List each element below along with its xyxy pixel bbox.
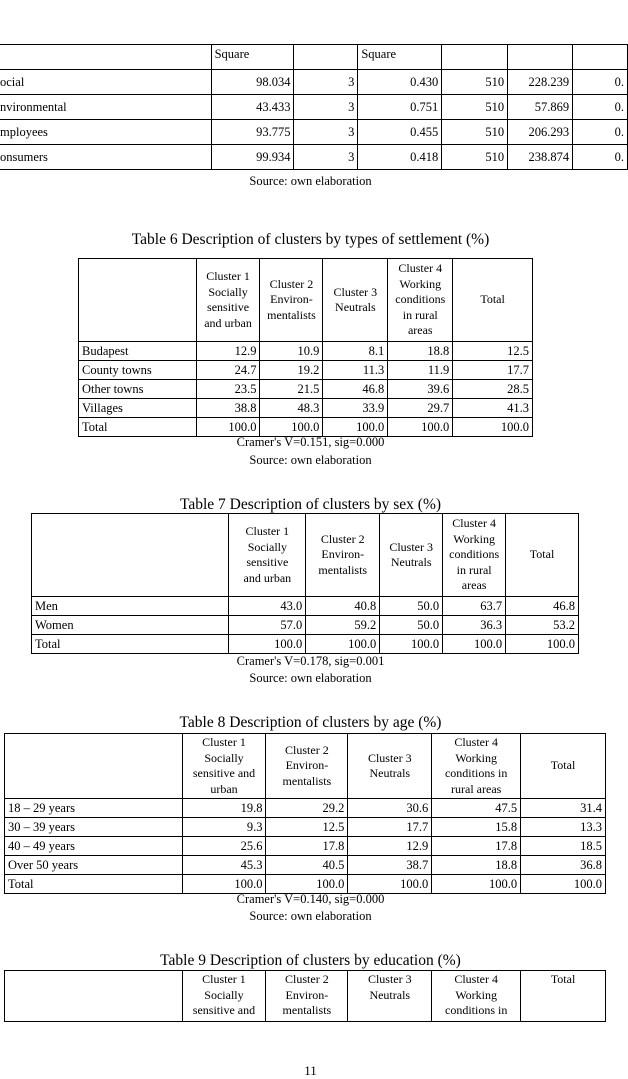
column-header: Total [521, 971, 606, 1022]
table-cell: 17.8 [432, 837, 521, 856]
table-cell: 46.8 [506, 597, 579, 616]
table-5-source: Source: own elaboration [249, 174, 372, 188]
table-cell: 17.7 [453, 361, 533, 380]
table-cell: 17.8 [266, 837, 348, 856]
table-cell: 28.5 [453, 380, 533, 399]
table-row [79, 399, 533, 418]
table-row [79, 380, 533, 399]
column-header: Cluster 2 Environ- mentalists [306, 514, 380, 597]
column-header: Cluster 2 Environ- mentalists [266, 734, 348, 799]
table-cell: 206.293 [508, 120, 573, 145]
table-cell: 11.3 [323, 361, 388, 380]
table-row [0, 120, 628, 145]
table-cell: 50.0 [380, 597, 443, 616]
table-cell: 100.0 [196, 418, 260, 437]
table-cell: 57.869 [508, 95, 573, 120]
table-cell: 39.6 [388, 380, 453, 399]
row-label: 18 – 29 years [5, 799, 183, 818]
table-cell: 510 [442, 95, 508, 120]
table-row [5, 799, 606, 818]
table-row [5, 856, 606, 875]
table-6 [78, 258, 533, 437]
table-cell: 33.9 [323, 399, 388, 418]
table-7-caption: Table 7 Description of clusters by sex (%) [179, 496, 442, 513]
table-9 [4, 970, 606, 1022]
row-label: nvironmental [0, 95, 211, 120]
table-cell: 18.8 [432, 856, 521, 875]
row-label: Budapest [79, 342, 197, 361]
table-cell: 238.874 [508, 145, 573, 170]
table-row [0, 70, 628, 95]
table-cell: 0. [573, 145, 628, 170]
table-7-stat: Cramer's V=0.178, sig=0.001 [236, 654, 385, 668]
table-cell: 11.9 [388, 361, 453, 380]
table-cell: 100.0 [453, 418, 533, 437]
row-label: Total [79, 418, 197, 437]
table-cell: 228.239 [508, 70, 573, 95]
table-cell: 31.4 [521, 799, 606, 818]
table-cell: 46.8 [323, 380, 388, 399]
table-row [5, 818, 606, 837]
column-header: Cluster 2 Environ- mentalists [266, 971, 348, 1022]
table-cell: 43.433 [211, 95, 294, 120]
table-cell: 41.3 [453, 399, 533, 418]
table-cell: 0.751 [358, 95, 442, 120]
table-cell: 0.430 [358, 70, 442, 95]
column-header: Cluster 3 Neutrals [348, 734, 432, 799]
table-6-source: Source: own elaboration [249, 453, 372, 467]
table-cell: 47.5 [432, 799, 521, 818]
table-cell: 100.0 [323, 418, 388, 437]
table-header-row [0, 45, 628, 70]
column-header: Cluster 4 Working conditions in rural areas [432, 734, 521, 799]
table-cell: 12.5 [266, 818, 348, 837]
column-header [5, 734, 183, 799]
table-cell: 40.5 [266, 856, 348, 875]
table-6-stat: Cramer's V=0.151, sig=0.000 [236, 435, 385, 449]
row-label: Villages [79, 399, 197, 418]
table-cell: 510 [442, 120, 508, 145]
table-cell: 0.418 [358, 145, 442, 170]
table-cell: 48.3 [260, 399, 323, 418]
table-cell: 3 [294, 120, 358, 145]
column-header [79, 259, 197, 342]
column-header: Cluster 3 Neutrals [348, 971, 432, 1022]
row-label: Total [5, 875, 183, 894]
table-cell: 36.3 [443, 616, 506, 635]
table-cell: 3 [294, 145, 358, 170]
table-row [79, 361, 533, 380]
column-header: Total [453, 259, 533, 342]
table-cell: 0. [573, 95, 628, 120]
table-7 [31, 513, 579, 654]
table-cell: 100.0 [260, 418, 323, 437]
table-cell: 100.0 [266, 875, 348, 894]
column-header: Cluster 4 Working conditions in [432, 971, 521, 1022]
table-cell: 19.8 [182, 799, 266, 818]
column-header: Total [506, 514, 579, 597]
table-cell: 100.0 [380, 635, 443, 654]
column-header: Cluster 3 Neutrals [323, 259, 388, 342]
table-cell: 100.0 [348, 875, 432, 894]
table-cell: 18.5 [521, 837, 606, 856]
column-header: Cluster 2 Environ- mentalists [260, 259, 323, 342]
table-cell: 10.9 [260, 342, 323, 361]
table-row [32, 635, 579, 654]
table-cell: 38.8 [196, 399, 260, 418]
table-6-caption: Table 6 Description of clusters by types of settlement (%) [131, 231, 490, 248]
table-row [32, 616, 579, 635]
table-cell: 24.7 [196, 361, 260, 380]
column-header: Cluster 1 Socially sensitive and urban [182, 734, 266, 799]
table-header-row [79, 259, 533, 342]
row-label: mployees [0, 120, 211, 145]
column-header [32, 514, 229, 597]
row-label: 40 – 49 years [5, 837, 183, 856]
table-cell: 12.9 [348, 837, 432, 856]
table-cell: 99.934 [211, 145, 294, 170]
column-header [442, 45, 508, 70]
table-cell: 29.2 [266, 799, 348, 818]
table-cell: 36.8 [521, 856, 606, 875]
column-header [573, 45, 628, 70]
table-row [32, 597, 579, 616]
table-cell: 93.775 [211, 120, 294, 145]
table-cell: 30.6 [348, 799, 432, 818]
table-8-stat: Cramer's V=0.140, sig=0.000 [236, 892, 385, 906]
table-cell: 0. [573, 120, 628, 145]
table-8 [4, 733, 606, 894]
table-cell: 15.8 [432, 818, 521, 837]
table-5 [0, 44, 628, 170]
table-cell: 40.8 [306, 597, 380, 616]
column-header [5, 971, 183, 1022]
table-row [79, 342, 533, 361]
table-cell: 9.3 [182, 818, 266, 837]
column-header: Cluster 4 Working conditions in rural areas [443, 514, 506, 597]
table-cell: 100.0 [443, 635, 506, 654]
table-cell: 3 [294, 70, 358, 95]
table-9-caption: Table 9 Description of clusters by education (%) [160, 952, 461, 969]
table-cell: 50.0 [380, 616, 443, 635]
table-cell: 13.3 [521, 818, 606, 837]
column-header [294, 45, 358, 70]
table-7-source: Source: own elaboration [249, 671, 372, 685]
column-header: Cluster 3 Neutrals [380, 514, 443, 597]
row-label: Men [32, 597, 229, 616]
row-label: Other towns [79, 380, 197, 399]
table-cell: 12.9 [196, 342, 260, 361]
table-cell: 8.1 [323, 342, 388, 361]
table-cell: 510 [442, 145, 508, 170]
table-header-row [32, 514, 579, 597]
table-cell: 3 [294, 95, 358, 120]
table-cell: 100.0 [521, 875, 606, 894]
column-header: Square [211, 45, 294, 70]
table-cell: 100.0 [388, 418, 453, 437]
table-cell: 12.5 [453, 342, 533, 361]
table-cell: 100.0 [432, 875, 521, 894]
table-cell: 0. [573, 70, 628, 95]
page-number: 11 [304, 1063, 317, 1078]
table-cell: 100.0 [182, 875, 266, 894]
column-header [0, 45, 211, 70]
row-label: Over 50 years [5, 856, 183, 875]
table-cell: 18.8 [388, 342, 453, 361]
row-label: onsumers [0, 145, 211, 170]
row-label: ocial [0, 70, 211, 95]
table-header-row [5, 971, 606, 1022]
table-cell: 17.7 [348, 818, 432, 837]
table-cell: 510 [442, 70, 508, 95]
table-row [5, 837, 606, 856]
column-header: Total [521, 734, 606, 799]
table-header-row [5, 734, 606, 799]
table-cell: 100.0 [506, 635, 579, 654]
column-header [508, 45, 573, 70]
table-cell: 29.7 [388, 399, 453, 418]
table-cell: 43.0 [229, 597, 306, 616]
column-header: Cluster 1 Socially sensitive and [182, 971, 266, 1022]
column-header: Square [358, 45, 442, 70]
table-cell: 57.0 [229, 616, 306, 635]
row-label: County towns [79, 361, 197, 380]
table-row [0, 95, 628, 120]
table-cell: 25.6 [182, 837, 266, 856]
table-8-caption: Table 8 Description of clusters by age (%) [179, 714, 442, 731]
column-header: Cluster 4 Working conditions in rural areas [388, 259, 453, 342]
table-row [0, 145, 628, 170]
table-cell: 98.034 [211, 70, 294, 95]
table-cell: 0.455 [358, 120, 442, 145]
table-cell: 38.7 [348, 856, 432, 875]
column-header: Cluster 1 Socially sensitive and urban [196, 259, 260, 342]
table-cell: 63.7 [443, 597, 506, 616]
table-8-source: Source: own elaboration [249, 909, 372, 923]
column-header: Cluster 1 Socially sensitive and urban [229, 514, 306, 597]
table-cell: 100.0 [306, 635, 380, 654]
table-cell: 53.2 [506, 616, 579, 635]
table-cell: 59.2 [306, 616, 380, 635]
table-cell: 21.5 [260, 380, 323, 399]
row-label: Total [32, 635, 229, 654]
table-cell: 23.5 [196, 380, 260, 399]
table-cell: 19.2 [260, 361, 323, 380]
table-cell: 100.0 [229, 635, 306, 654]
row-label: Women [32, 616, 229, 635]
table-cell: 45.3 [182, 856, 266, 875]
row-label: 30 – 39 years [5, 818, 183, 837]
